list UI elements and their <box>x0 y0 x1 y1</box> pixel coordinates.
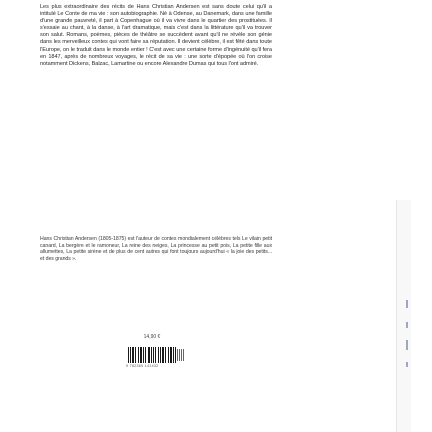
book-blurb: Les plus extraordinaire des récits de Hans Christian Andersen est sans doute celui qu'il a intitulé Le Conte de ma vie : son autobiographie. Né à Odense, au Danemark, dans une famille d'une grande pauvreté, il part à Copenhague où il va vivre dans le quartier des prostituées. Il s'essaie au chant, à la danse, à l'art dramatique, mais c'est dans la littérature qu'il va trouver son salut. Romans, poèmes, pièces de théâtre se succèdent avant qu'il ne révèle son génie dans les merveilleux contes qui vont faire sa réputation. Il devient célèbre, il est fêté dans toute l'Europe, on le traduit dans le monde entier ! C'est avec une certaine forme d'ingénuité qu'il fera en 1847, après de nombreux voyages, le récit de sa vie : une sorte d'épopée où l'on croise notamment Dickens, Balzac, Lamartine ou encore Alexandre Dumas qui tous l'ont admiré. <box>40 4 272 67</box>
spine-mark <box>406 322 408 328</box>
author-bio: Hans Christian Andersen (1805-1875) est l'auteur de contes mondialement célèbres tels Le vilain petit canard, La bergère et le ramoneur, La reine des neiges, La princesse au petit pois, La petite fille aux allumettes, La petite sirène et de plus de cent autres qui font toujours aujourd'hui « la joie des petits... et des grands ». <box>40 236 272 263</box>
spine-mark <box>406 340 408 350</box>
book-spine <box>396 200 411 432</box>
price-label: 14,90 € <box>143 334 161 340</box>
spine-mark <box>406 300 408 308</box>
barcode <box>128 347 176 363</box>
barcode-addon <box>177 349 187 361</box>
spine-mark <box>406 362 408 367</box>
isbn-number: 9 782369 141432 <box>126 364 159 368</box>
